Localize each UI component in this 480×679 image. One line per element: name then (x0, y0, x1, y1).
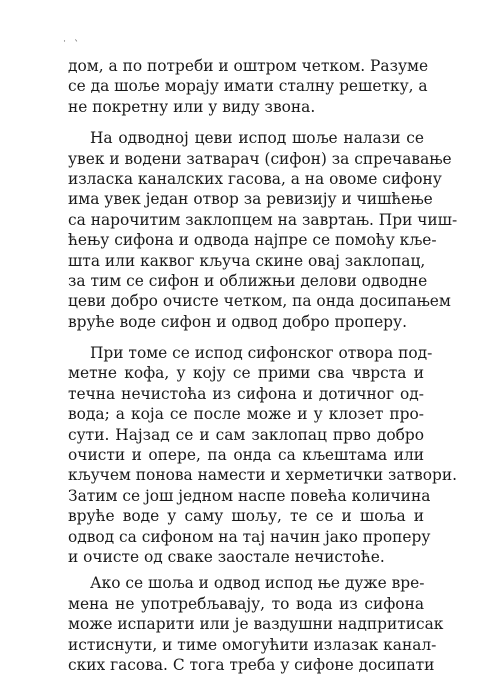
text-line: са нарочитим заклопцем на завртањ. При чиш- (68, 210, 458, 229)
text-line: мена не употребљавају, то вода из сифона (68, 594, 424, 613)
text-line: сути. Најзад се и сам заклопац прво добро (68, 425, 424, 444)
text-line: метне кофа, у коју се прими сва чврста и (68, 364, 424, 383)
body-text (68, 56, 458, 675)
paragraph-4 (68, 573, 444, 675)
paragraph-2 (68, 128, 458, 332)
text-line: дом, а по потреби и оштром четком. Разуме (68, 57, 429, 75)
text-line: може испарити или је ваздушни надпритисак (68, 615, 444, 634)
text-line: истиснути, и тиме омогућити излазак канал- (68, 635, 437, 654)
paragraph-1 (68, 56, 429, 117)
text-line: вруће воде сифон и одвод добро проперу. (68, 312, 407, 331)
text-line: цеви добро очисте четком, па онда досипањем (68, 292, 451, 311)
page-marks: ˙ ˋ (62, 40, 82, 51)
text-line: се да шоље морају имати сталну решетку, а (68, 77, 428, 96)
text-line: има увек један отвор за ревизију и чишћење (68, 190, 433, 209)
text-line: вруће воде у саму шољу, те се и шоља и (68, 507, 424, 526)
text-line: На одводној цеви испод шоље налази се (90, 129, 424, 148)
text-line: Ако се шоља и одвод испод ње дуже вре- (90, 574, 425, 593)
text-line: Затим се још једном наспе повећа количина (68, 486, 431, 505)
text-line: увек и водени затварач (сифон) за спречавање (68, 149, 452, 168)
text-line: не покретну или у виду звона. (68, 97, 316, 116)
text-line: и очисте од сваке заостале нечистоће. (68, 547, 385, 566)
paragraph-3 (68, 343, 457, 567)
text-line: за тим се сифон и оближњи делови одводне (68, 271, 428, 290)
text-line: кључем понова намести и херметички затвори. (68, 466, 457, 485)
text-line: течна нечистоћа из сифона и дотичног од- (68, 384, 424, 403)
text-line: ћењу сифона и одвода најпре се помоћу кље- (68, 231, 437, 250)
text-line: При томе се испод сифонског отвора под- (90, 344, 433, 363)
text-line: очисти и опере, па онда са кљештама или (68, 446, 424, 465)
text-line: ских гасова. С тога треба у сифоне досипати (68, 655, 435, 674)
text-line: шта или каквог кључа скине овај заклопац, (68, 251, 426, 270)
text-line: излаcка каналских гасова, а на овоме сифону (68, 169, 442, 188)
text-line: вода; а која се после може и у клозет про- (68, 405, 424, 424)
text-line: одвод са сифоном на тај начин јако проперу (68, 527, 431, 546)
